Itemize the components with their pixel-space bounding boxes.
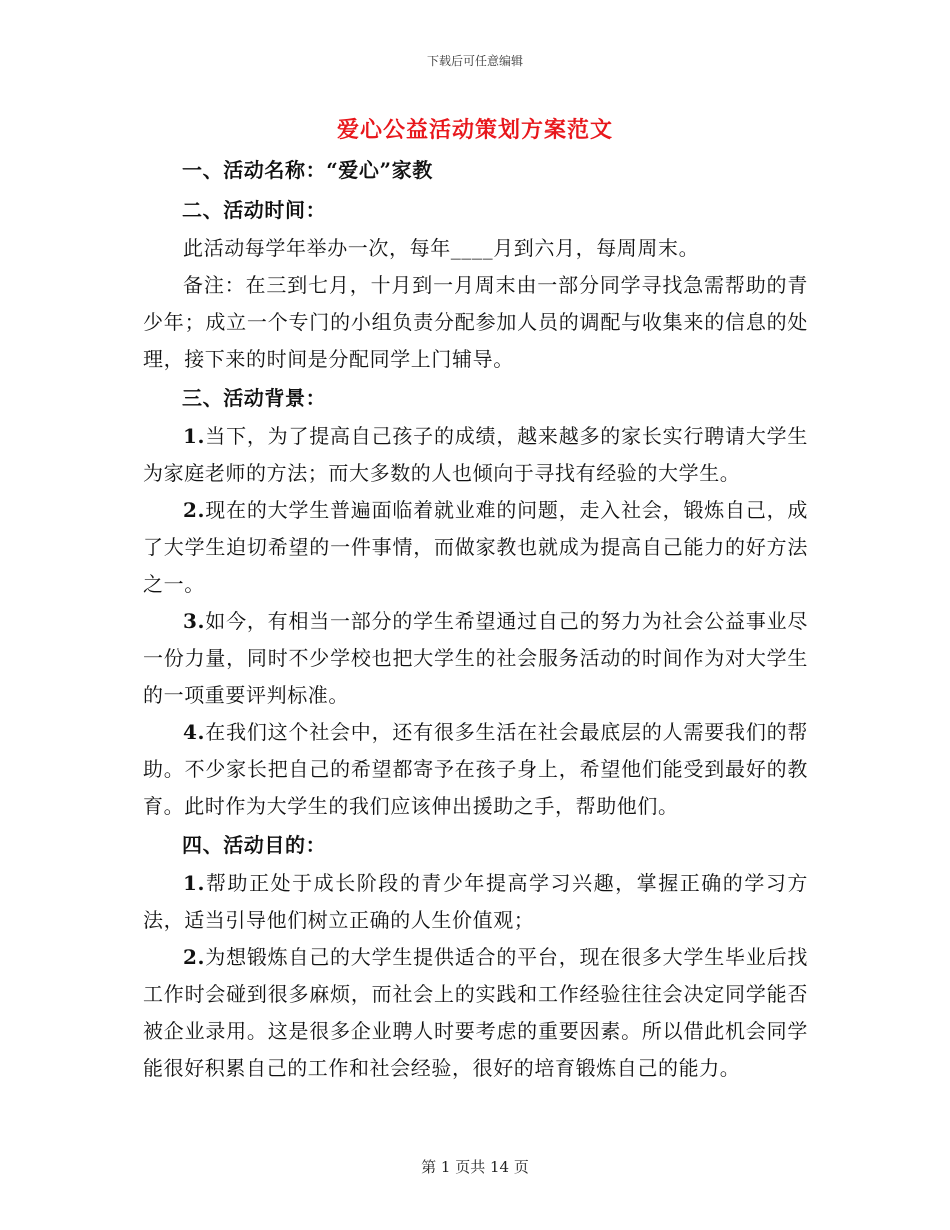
- item-number: 3.: [183, 609, 206, 633]
- item-text: 现在的大学生普遍面临着就业难的问题，走入社会，锻炼自己，成了大学生迫切希望的一件事情，而做家教也就成为提高自己能力的好方法之一。: [143, 498, 808, 596]
- document-body: [143, 150, 808, 1087]
- item-number: 2.: [183, 945, 206, 969]
- item-text: 为想锻炼自己的大学生提供适合的平台，现在很多大学生毕业后找工作时会碰到很多麻烦，而社会上的实践和工作经验往往会决定同学能否被企业录用。这是很多企业聘人时要考虑的重要因素。所以借此机会同学能很好积累自己的工作和社会经验，很好的培育锻炼自己的能力。: [143, 945, 808, 1080]
- section-heading-activity-time: 二、活动时间：: [182, 198, 327, 222]
- list-item-purpose-2: [143, 939, 808, 1087]
- item-text: 帮助正处于成长阶段的青少年提高学习兴趣，掌握正确的学习方法，适当引导他们树立正确的人生价值观；: [143, 871, 808, 932]
- paragraph-remark: 备注：在三到七月，十月到一月周末由一部分同学寻找急需帮助的青少年；成立一个专门的小组负责分配参加人员的调配与收集来的信息的处理，接下来的时间是分配同学上门辅导。: [143, 273, 808, 371]
- item-number: 2.: [183, 498, 206, 522]
- section-heading-background: 三、活动背景：: [182, 386, 327, 410]
- paragraph-activity-time: 此活动每学年举办一次，每年____月到六月，每周周末。: [183, 236, 700, 260]
- item-number: 4.: [183, 720, 206, 744]
- list-item-background-4: [143, 714, 808, 825]
- section-heading-activity-name: 一、活动名称：“爱心”家教: [182, 158, 433, 182]
- list-item-background-2: [143, 492, 808, 603]
- list-item-purpose-1: [143, 865, 808, 939]
- item-number: 1.: [183, 871, 206, 895]
- list-item-background-1: [143, 418, 808, 492]
- item-number: 1.: [183, 424, 206, 448]
- item-text: 如今，有相当一部分的学生希望通过自己的努力为社会公益事业尽一份力量，同时不少学校也把大学生的社会服务活动的时间作为对大学生的一项重要评判标准。: [143, 609, 808, 707]
- section-heading-purpose: 四、活动目的：: [182, 833, 327, 857]
- item-text: 在我们这个社会中，还有很多生活在社会最底层的人需要我们的帮助。不少家长把自己的希望都寄予在孩子身上，希望他们能受到最好的教育。此时作为大学生的我们应该伸出援助之手，帮助他们。: [143, 720, 808, 818]
- item-text: 当下，为了提高自己孩子的成绩，越来越多的家长实行聘请大学生为家庭老师的方法；而大多数的人也倾向于寻找有经验的大学生。: [143, 424, 808, 485]
- document-title: 爱心公益活动策划方案范文: [336, 117, 613, 143]
- page-header: 下载后可任意编辑: [426, 54, 523, 68]
- page-footer: 第 1 页共 14 页: [421, 1158, 529, 1176]
- list-item-background-3: [143, 603, 808, 714]
